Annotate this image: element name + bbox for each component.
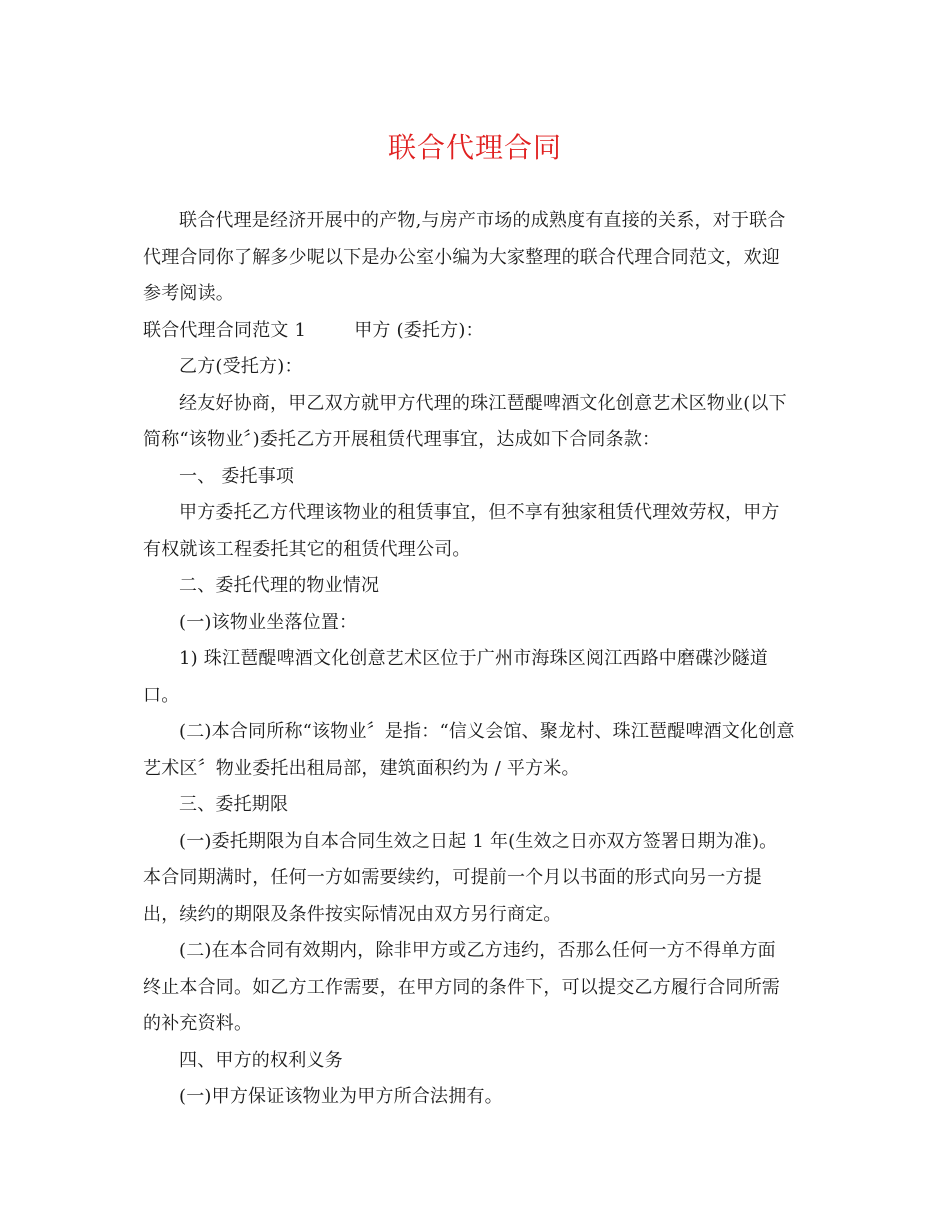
body-line: 代理合同你了解多少呢以下是办公室小编为大家整理的联合代理合同范文，欢迎 xyxy=(143,246,780,268)
document-title: 联合代理合同 xyxy=(387,131,562,164)
body-line: 的补充资料。 xyxy=(143,1013,253,1034)
section-heading-line xyxy=(143,313,813,350)
clause-heading: 三、委托期限 xyxy=(179,794,289,815)
body-line: 有权就该工程委托其它的租赁代理公司。 xyxy=(143,538,471,560)
body-line: (一)该物业坐落位置： xyxy=(179,611,358,633)
body-line: 口。 xyxy=(143,684,180,706)
body-line: 联合代理是经济开展中的产物,与房产市场的成熟度有直接的关系，对于联合 xyxy=(179,210,786,231)
body-line: (一)甲方保证该物业为甲方所合法拥有。 xyxy=(179,1086,503,1107)
clause-heading: 一、 委托事项 xyxy=(179,465,295,487)
body-line: 经友好协商，甲乙双方就甲方代理的珠江琶醍啤酒文化创意艺术区物业(以下 xyxy=(179,392,787,414)
body-line: 终止本合同。如乙方工作需要，在甲方同的条件下，可以提交乙方履行合同所需 xyxy=(143,976,780,998)
body-line: 出，续约的期限及条件按实际情况由双方另行商定。 xyxy=(143,903,562,925)
body-line: (一)委托期限为自本合同生效之日起 1 年(生效之日亦双方签署日期为准)。 xyxy=(179,830,778,852)
body-line: 甲方委托乙方代理该物业的租赁事宜，但不享有独家租赁代理效劳权，甲方 xyxy=(179,502,780,523)
body-line: 本合同期满时，任何一方如需要续约，可提前一个月以书面的形式向另一方提 xyxy=(143,867,762,888)
body-line: (二)在本合同有效期内，除非甲方或乙方违约，否那么任何一方不得单方面 xyxy=(179,940,776,961)
body-line: 参考阅读。 xyxy=(143,283,234,304)
clause-heading: 四、甲方的权利义务 xyxy=(179,1049,343,1071)
body-line: 艺术区〞物业委托出租局部，建筑面积约为 / 平方米。 xyxy=(143,757,580,779)
clause-heading: 二、委托代理的物业情况 xyxy=(179,575,380,596)
party-a-label: 甲方 (委托方)： xyxy=(354,319,484,341)
body-line: 1) 珠江琶醍啤酒文化创意艺术区位于广州市海珠区阅江西路中磨碟沙隧道 xyxy=(179,648,768,669)
party-b-label: 乙方(受托方)： xyxy=(179,356,303,377)
contract-sample-label: 联合代理合同范文 1 xyxy=(143,319,307,341)
document-body xyxy=(143,203,813,1116)
body-line: 简称“该物业〞)委托乙方开展租赁代理事宜，达成如下合同条款： xyxy=(143,429,661,450)
body-line: (二)本合同所称“该物业〞是指：“信义会馆、聚龙村、珠江琶醍啤酒文化创意 xyxy=(179,721,795,742)
